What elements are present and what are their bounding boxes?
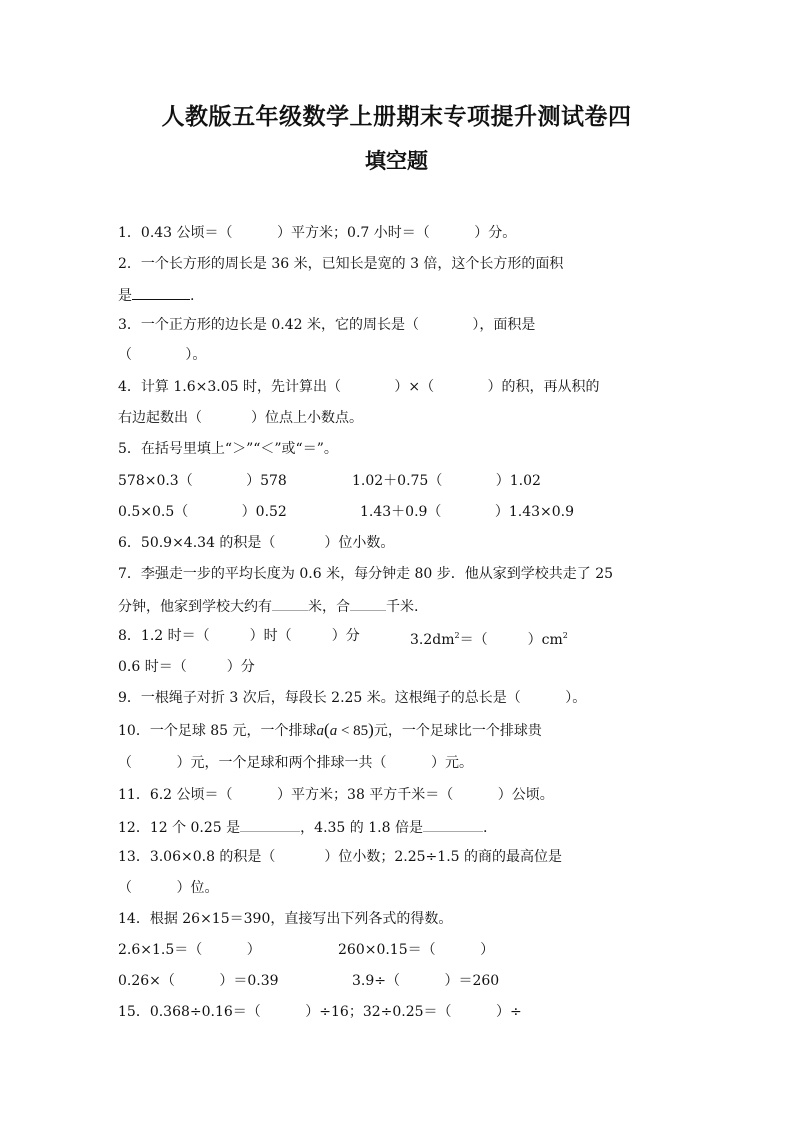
q5-item-2a: 0.5×0.5（ ）0.52: [118, 504, 287, 520]
question-3-line-2: （ ）。: [118, 347, 207, 363]
question-11: 11．6.2 公顷＝（ ）平方米；38 平方千米＝（ ）公顷。: [118, 787, 554, 803]
var-a: a: [329, 723, 338, 739]
q2-prefix: 是: [118, 288, 132, 304]
question-8-line-2: 0.6 时＝（ ）分: [118, 659, 255, 675]
q8-area-conversion: [410, 627, 568, 649]
question-13-line-2: （ ）位。: [118, 880, 219, 896]
question-3-line-1: 3．一个正方形的边长是 0.42 米，它的周长是（ ），面积是: [118, 317, 536, 333]
q12-text-1: 12．12 个 0.25 是: [118, 820, 241, 836]
superscript: 2: [562, 631, 568, 640]
q5-item-1b: 1.02＋0.75（ ）1.02: [352, 473, 541, 489]
q2-suffix: .: [190, 288, 195, 304]
question-5: 5．在括号里填上“＞”“＜”或“＝”。: [118, 441, 338, 457]
q12-text-3: .: [482, 820, 488, 836]
superscript: 2: [454, 631, 460, 640]
question-15: 15．0.368÷0.16＝（ ）÷16；32÷0.25＝（ ）÷: [118, 1004, 522, 1020]
answer-blank-meters[interactable]: [272, 596, 308, 611]
question-1: 1．0.43 公顷＝（ ）平方米；0.7 小时＝（ ）分。: [118, 225, 517, 241]
answer-blank-km[interactable]: [350, 596, 386, 611]
q7-text-1: 分钟，他家到学校大约有: [118, 599, 272, 615]
question-9: 9．一根绳子对折 3 次后，每段长 2.25 米。这根绳子的总长是（ ）。: [118, 690, 587, 706]
q14-item-1b: 260×0.15＝（ ）: [338, 942, 495, 958]
paren-open: (: [324, 720, 330, 739]
question-10-line-2: （ ）元，一个足球和两个排球一共（ ）元。: [118, 755, 474, 771]
q8-dm-value: 3.2dm: [410, 632, 455, 648]
question-13-line-1: 13．3.06×0.8 的积是（ ）位小数；2.25÷1.5 的商的最高位是: [118, 849, 562, 865]
paren-close: ): [368, 720, 374, 739]
q7-text-2: 米，合: [308, 599, 350, 615]
question-2-line-2: [118, 285, 194, 305]
question-6: 6．50.9×4.34 的积是（ ）位小数。: [118, 535, 395, 551]
math-expression: [316, 720, 374, 739]
number-85: 85: [353, 723, 369, 739]
var-a: a: [316, 723, 325, 739]
q14-item-2a: 0.26×（ ）＝0.39: [118, 973, 279, 989]
answer-blank[interactable]: [423, 817, 483, 832]
question-8-line-1: 8．1.2 时＝（ ）时（ ）分: [118, 628, 360, 644]
answer-blank[interactable]: [240, 817, 300, 832]
question-7-line-1: 7．李强走一步的平均长度为 0.6 米，每分钟走 80 步．他从家到学校共走了 25: [118, 566, 614, 582]
answer-blank[interactable]: [132, 285, 190, 300]
q14-item-1a: 2.6×1.5＝（ ）: [118, 942, 261, 958]
document-title: 人教版五年级数学上册期末专项提升测试卷四: [161, 104, 632, 130]
q10-text-1: 10．一个足球 85 元，一个排球: [118, 723, 317, 739]
q7-text-3: 千米.: [386, 599, 419, 615]
question-4-line-1: 4．计算 1.6×3.05 时，先计算出（ ）×（ ）的积，再从积的: [118, 379, 600, 395]
question-12: [118, 817, 487, 837]
question-4-line-2: 右边起数出（ ）位点上小数点。: [118, 410, 363, 426]
q12-text-2: ，4.35 的 1.8 倍是: [300, 820, 423, 836]
question-10-line-1: [118, 721, 542, 740]
less-than: <: [337, 723, 354, 739]
question-2-line-1: 2．一个长方形的周长是 36 米，已知长是宽的 3 倍，这个长方形的面积: [118, 256, 564, 272]
q14-item-2b: 3.9÷（ ）＝260: [352, 973, 500, 989]
question-7-line-2: [118, 596, 418, 616]
q5-item-2b: 1.43＋0.9（ ）1.43×0.9: [360, 504, 575, 520]
section-title: 填空题: [365, 149, 428, 173]
q5-item-1a: 578×0.3（ ）578: [118, 473, 287, 489]
q10-text-2: 元，一个足球比一个排球贵: [373, 723, 542, 739]
question-14: 14．根据 26×15＝390，直接写出下列各式的得数。: [118, 911, 453, 927]
q8-cm-text: ＝（ ）cm: [459, 632, 563, 648]
